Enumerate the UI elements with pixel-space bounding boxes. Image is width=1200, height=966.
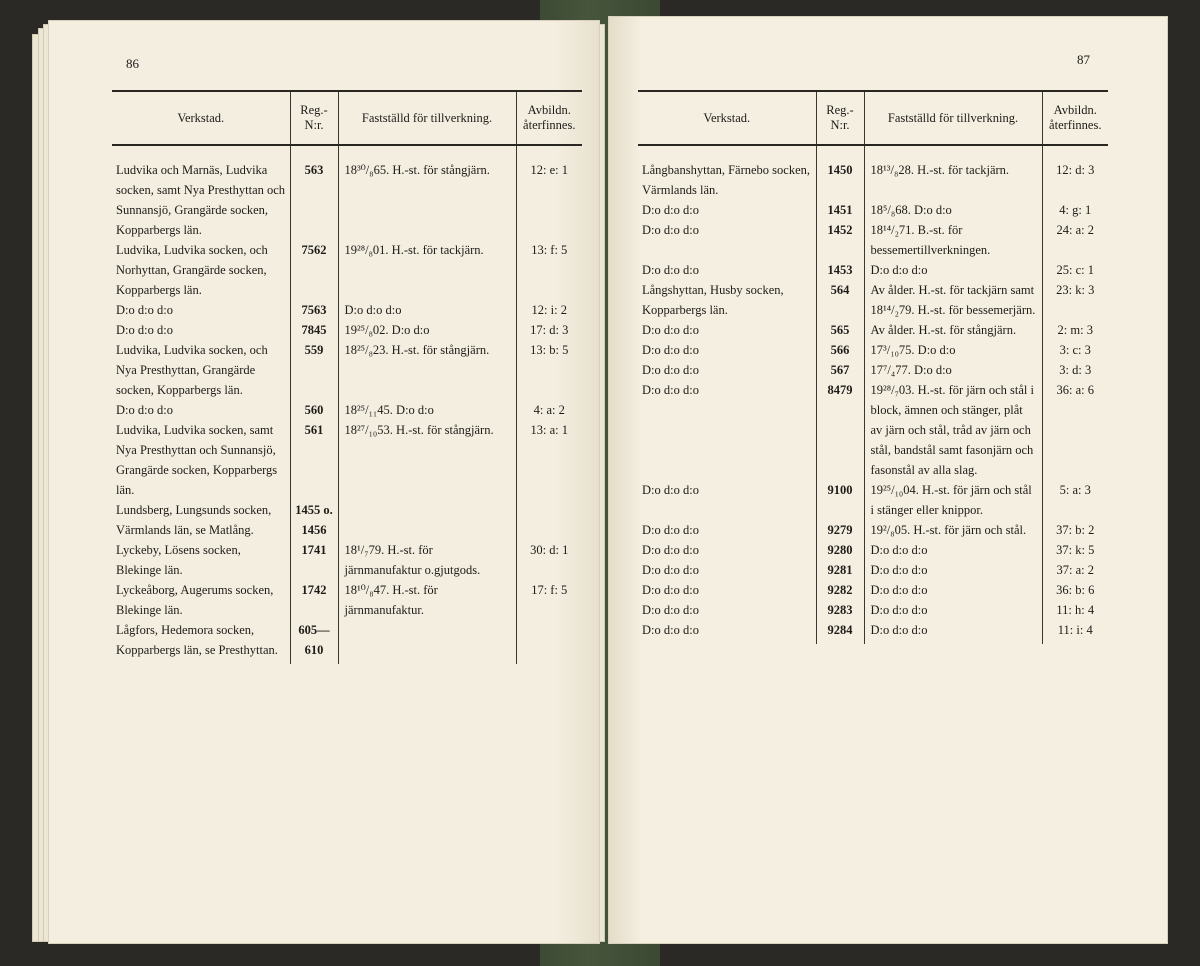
fastställd-cell: 18¹³/₈28. H.-st. för tackjärn. bbox=[864, 145, 1042, 200]
reg-number-cell: 561 bbox=[290, 420, 338, 500]
verkstad-cell: D:o d:o d:o bbox=[642, 603, 699, 617]
reg-number-cell: 1742 bbox=[290, 580, 338, 620]
header-verkstad: Verkstad. bbox=[112, 91, 290, 145]
page-number: 86 bbox=[126, 56, 139, 71]
table-row bbox=[638, 480, 1108, 520]
avbildning-cell: 11: h: 4 bbox=[1042, 600, 1108, 620]
reg-number-cell: 9280 bbox=[816, 540, 864, 560]
table-row bbox=[638, 620, 1108, 644]
table-row bbox=[112, 320, 582, 340]
table-row bbox=[638, 580, 1108, 600]
table-row bbox=[112, 240, 582, 300]
table-row bbox=[638, 320, 1108, 340]
table-header-row bbox=[112, 91, 582, 145]
avbildning-cell bbox=[516, 500, 582, 540]
header-reg: Reg.-N:r. bbox=[290, 91, 338, 145]
left-page bbox=[48, 20, 600, 944]
avbildning-cell: 3: d: 3 bbox=[1042, 360, 1108, 380]
fastställd-cell: D:o d:o d:o bbox=[864, 620, 1042, 644]
header-avbildn: Avbildn. återfinnes. bbox=[1042, 91, 1108, 145]
table-row bbox=[638, 540, 1108, 560]
verkstad-cell: D:o d:o d:o bbox=[642, 383, 699, 397]
table-row bbox=[112, 420, 582, 500]
verkstad-cell: Lyckeåborg, Augerums socken, Blekinge län. bbox=[116, 583, 274, 617]
table-row bbox=[112, 500, 582, 540]
avbildning-cell: 37: a: 2 bbox=[1042, 560, 1108, 580]
verkstad-cell: D:o d:o d:o bbox=[642, 583, 699, 597]
avbildning-cell: 13: a: 1 bbox=[516, 420, 582, 500]
avbildning-cell: 12: d: 3 bbox=[1042, 145, 1108, 200]
avbildning-cell: 12: e: 1 bbox=[516, 145, 582, 240]
header-verkstad: Verkstad. bbox=[638, 91, 816, 145]
fastställd-cell: Av ålder. H.-st. för stångjärn. bbox=[864, 320, 1042, 340]
table-row bbox=[112, 580, 582, 620]
header-avbildn: Avbildn. återfinnes. bbox=[516, 91, 582, 145]
header-fastställd: Fastställd för tillverkning. bbox=[864, 91, 1042, 145]
table-row bbox=[638, 560, 1108, 580]
reg-number-cell: 567 bbox=[816, 360, 864, 380]
table-row bbox=[638, 280, 1108, 320]
reg-number-cell: 565 bbox=[816, 320, 864, 340]
avbildning-cell: 4: a: 2 bbox=[516, 400, 582, 420]
reg-number-cell: 1451 bbox=[816, 200, 864, 220]
fastställd-cell: 18¹⁰/₈47. H.-st. för järnmanufaktur. bbox=[338, 580, 516, 620]
table-row bbox=[638, 600, 1108, 620]
verkstad-cell: Lundsberg, Lungsunds socken, Värmlands län, se Matlång. bbox=[116, 503, 272, 537]
reg-number-cell: 9279 bbox=[816, 520, 864, 540]
verkstad-cell: D:o d:o d:o bbox=[642, 483, 699, 497]
page-number: 87 bbox=[1077, 52, 1090, 67]
table-row bbox=[638, 145, 1108, 200]
table-row bbox=[112, 400, 582, 420]
fastställd-cell: 17⁷/₄77. D:o d:o bbox=[864, 360, 1042, 380]
fastställd-cell bbox=[338, 500, 516, 540]
fastställd-cell bbox=[338, 620, 516, 664]
table-body bbox=[638, 145, 1108, 644]
fastställd-cell: D:o d:o d:o bbox=[864, 560, 1042, 580]
verkstad-cell: D:o d:o d:o bbox=[642, 223, 699, 237]
fastställd-cell: 19²/₈05. H.-st. för järn och stål. bbox=[864, 520, 1042, 540]
avbildning-cell: 37: b: 2 bbox=[1042, 520, 1108, 540]
table-row bbox=[638, 340, 1108, 360]
table-row bbox=[112, 340, 582, 400]
avbildning-cell: 36: b: 6 bbox=[1042, 580, 1108, 600]
table-row bbox=[638, 360, 1108, 380]
reg-number-cell: 9284 bbox=[816, 620, 864, 644]
verkstad-cell: Lågfors, Hedemora socken, Kopparbergs län, se Presthyttan. bbox=[116, 623, 278, 657]
reg-number-cell: 1453 bbox=[816, 260, 864, 280]
reg-number-cell: 1450 bbox=[816, 145, 864, 200]
avbildning-cell: 4: g: 1 bbox=[1042, 200, 1108, 220]
register-table-left bbox=[112, 90, 582, 664]
avbildning-cell bbox=[516, 620, 582, 664]
reg-number-cell: 605—610 bbox=[290, 620, 338, 664]
verkstad-cell: D:o d:o d:o bbox=[642, 323, 699, 337]
fastställd-cell: D:o d:o d:o bbox=[864, 580, 1042, 600]
table-header-row bbox=[638, 91, 1108, 145]
table-row bbox=[112, 620, 582, 664]
reg-number-cell: 564 bbox=[816, 280, 864, 320]
verkstad-cell: D:o d:o d:o bbox=[116, 323, 173, 337]
reg-number-cell: 9100 bbox=[816, 480, 864, 520]
reg-number-cell: 9281 bbox=[816, 560, 864, 580]
avbildning-cell: 17: f: 5 bbox=[516, 580, 582, 620]
avbildning-cell: 37: k: 5 bbox=[1042, 540, 1108, 560]
table-row bbox=[638, 220, 1108, 260]
verkstad-cell: Långshyttan, Husby socken, Kopparbergs län. bbox=[642, 283, 784, 317]
verkstad-cell: D:o d:o d:o bbox=[116, 403, 173, 417]
fastställd-cell: 17³/₁₀75. D:o d:o bbox=[864, 340, 1042, 360]
reg-number-cell: 9283 bbox=[816, 600, 864, 620]
reg-number-cell: 1455 o. 1456 bbox=[290, 500, 338, 540]
reg-number-cell: 559 bbox=[290, 340, 338, 400]
reg-number-cell: 7845 bbox=[290, 320, 338, 340]
table-row bbox=[638, 380, 1108, 480]
verkstad-cell: D:o d:o d:o bbox=[116, 303, 173, 317]
verkstad-cell: D:o d:o d:o bbox=[642, 203, 699, 217]
reg-number-cell: 566 bbox=[816, 340, 864, 360]
avbildning-cell: 13: f: 5 bbox=[516, 240, 582, 300]
table-row bbox=[638, 200, 1108, 220]
fastställd-cell: 19²⁵/₈02. D:o d:o bbox=[338, 320, 516, 340]
table-row bbox=[112, 145, 582, 240]
fastställd-cell: 19²⁸/₈01. H.-st. för tackjärn. bbox=[338, 240, 516, 300]
header-reg: Reg.-N:r. bbox=[816, 91, 864, 145]
verkstad-cell: D:o d:o d:o bbox=[642, 263, 699, 277]
fastställd-cell: D:o d:o d:o bbox=[864, 260, 1042, 280]
verkstad-cell: Ludvika, Ludvika socken, samt Nya Presthyttan och Sunnansjö, Grangärde socken, Kopparbergs län. bbox=[116, 423, 278, 497]
reg-number-cell: 7563 bbox=[290, 300, 338, 320]
reg-number-cell: 1452 bbox=[816, 220, 864, 260]
right-page bbox=[608, 16, 1168, 944]
avbildning-cell: 5: a: 3 bbox=[1042, 480, 1108, 520]
header-fastställd: Fastställd för tillverkning. bbox=[338, 91, 516, 145]
avbildning-cell: 12: i: 2 bbox=[516, 300, 582, 320]
verkstad-cell: Ludvika, Ludvika socken, och Nya Presthyttan, Grangärde socken, Kopparbergs län. bbox=[116, 343, 268, 397]
avbildning-cell: 3: c: 3 bbox=[1042, 340, 1108, 360]
verkstad-cell: D:o d:o d:o bbox=[642, 523, 699, 537]
reg-number-cell: 7562 bbox=[290, 240, 338, 300]
avbildning-cell: 23: k: 3 bbox=[1042, 280, 1108, 320]
avbildning-cell: 36: a: 6 bbox=[1042, 380, 1108, 480]
verkstad-cell: D:o d:o d:o bbox=[642, 543, 699, 557]
fastställd-cell: Av ålder. H.-st. för tackjärn samt 18¹⁴/₂79. H.-st. för bessemerjärn. bbox=[864, 280, 1042, 320]
table-row bbox=[638, 520, 1108, 540]
table-body bbox=[112, 145, 582, 664]
reg-number-cell: 1741 bbox=[290, 540, 338, 580]
fastställd-cell: 18²⁷/₁₀53. H.-st. för stångjärn. bbox=[338, 420, 516, 500]
verkstad-cell: D:o d:o d:o bbox=[642, 343, 699, 357]
avbildning-cell: 2: m: 3 bbox=[1042, 320, 1108, 340]
verkstad-cell: D:o d:o d:o bbox=[642, 623, 699, 637]
register-table-right bbox=[638, 90, 1108, 644]
reg-number-cell: 8479 bbox=[816, 380, 864, 480]
reg-number-cell: 560 bbox=[290, 400, 338, 420]
fastställd-cell: 18¹⁴/₂71. B.-st. för bessemertillverkningen. bbox=[864, 220, 1042, 260]
verkstad-cell: Ludvika, Ludvika socken, och Norhyttan, Grangärde socken, Kopparbergs län. bbox=[116, 243, 268, 297]
reg-number-cell: 563 bbox=[290, 145, 338, 240]
avbildning-cell: 24: a: 2 bbox=[1042, 220, 1108, 260]
fastställd-cell: D:o d:o d:o bbox=[338, 300, 516, 320]
reg-number-cell: 9282 bbox=[816, 580, 864, 600]
verkstad-cell: Lyckeby, Lösens socken, Blekinge län. bbox=[116, 543, 241, 577]
table-row bbox=[112, 300, 582, 320]
table-row bbox=[112, 540, 582, 580]
fastställd-cell: 18⁵/₈68. D:o d:o bbox=[864, 200, 1042, 220]
fastställd-cell: 18³⁰/₈65. H.-st. för stångjärn. bbox=[338, 145, 516, 240]
fastställd-cell: 18¹/₇79. H.-st. för järnmanufaktur o.gjutgods. bbox=[338, 540, 516, 580]
fastställd-cell: 19²⁸/₇03. H.-st. för järn och stål i block, ämnen och stänger, plåt av järn och stål, tråd av järn och stål, bandstål samt fasonjärn och fasonstål av alla slag. bbox=[864, 380, 1042, 480]
avbildning-cell: 17: d: 3 bbox=[516, 320, 582, 340]
fastställd-cell: D:o d:o d:o bbox=[864, 600, 1042, 620]
fastställd-cell: 19²⁵/₁₀04. H.-st. för järn och stål i stänger eller knippor. bbox=[864, 480, 1042, 520]
table-row bbox=[638, 260, 1108, 280]
avbildning-cell: 30: d: 1 bbox=[516, 540, 582, 580]
fastställd-cell: 18²⁵/₈23. H.-st. för stångjärn. bbox=[338, 340, 516, 400]
avbildning-cell: 11: i: 4 bbox=[1042, 620, 1108, 644]
avbildning-cell: 13: b: 5 bbox=[516, 340, 582, 400]
fastställd-cell: D:o d:o d:o bbox=[864, 540, 1042, 560]
verkstad-cell: Långbanshyttan, Färnebo socken, Värmlands län. bbox=[642, 163, 811, 197]
avbildning-cell: 25: c: 1 bbox=[1042, 260, 1108, 280]
verkstad-cell: D:o d:o d:o bbox=[642, 563, 699, 577]
verkstad-cell: D:o d:o d:o bbox=[642, 363, 699, 377]
fastställd-cell: 18²⁵/₁₁45. D:o d:o bbox=[338, 400, 516, 420]
verkstad-cell: Ludvika och Marnäs, Ludvika socken, samt Nya Presthyttan och Sunnansjö, Grangärde socken, Kopparbergs län. bbox=[116, 163, 286, 237]
